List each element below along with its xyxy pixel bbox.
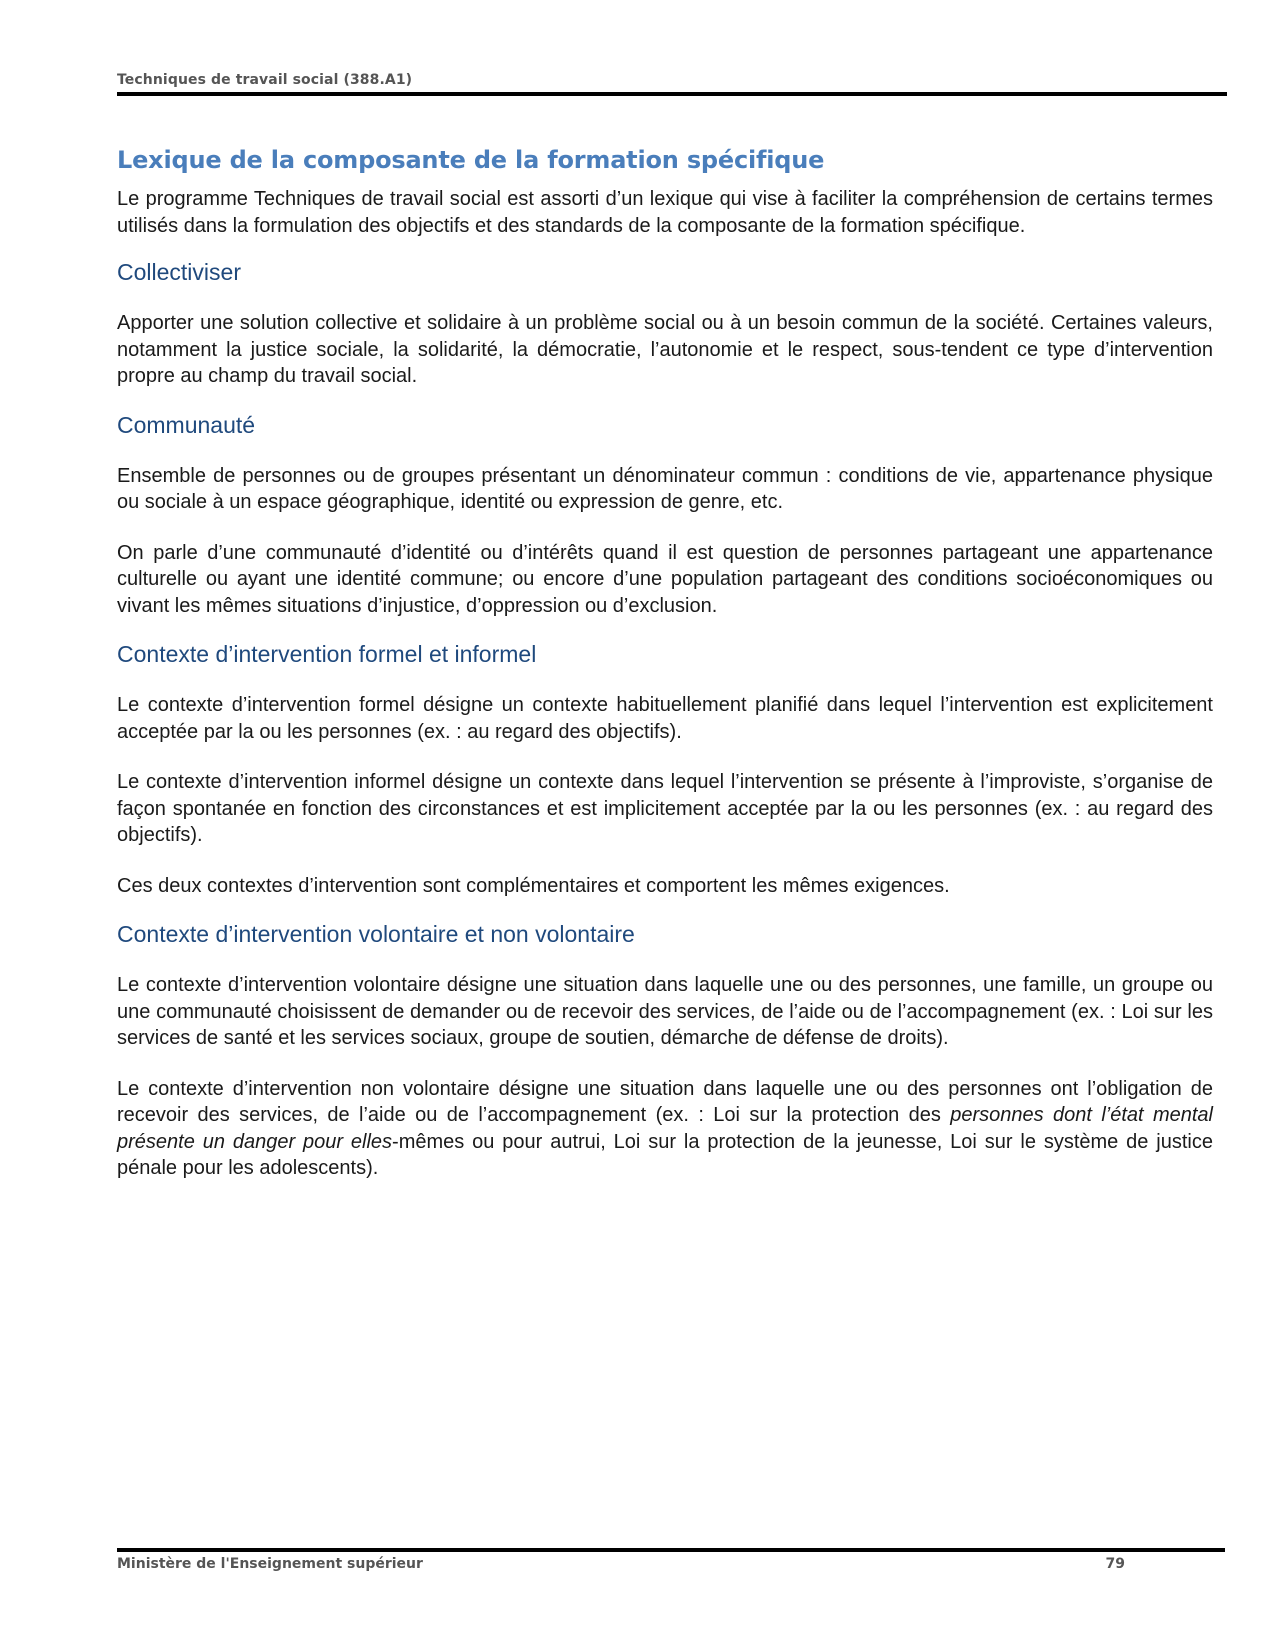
term-communaute: [117, 412, 1213, 620]
header-rule: [117, 92, 1227, 96]
term-paragraph: On parle d’une communauté d’identité ou d’intérêts quand il est question de personnes partageant une appartenance culturelle ou ayant une identité commune; ou encore d’une population partageant des conditions socioéconomiques ou vivant les mêmes situations d’injustice, d’oppression ou d’exclusion.: [117, 541, 1213, 617]
page-title: Lexique de la composante de la formation spécifique: [117, 146, 825, 174]
term-heading: Communauté: [117, 411, 256, 438]
page-content: [117, 146, 1213, 1182]
term-paragraph: Le contexte d’intervention volontaire désigne une situation dans laquelle une ou des personnes, une famille, un groupe ou une communauté choisissent de demander ou de recevoir des services, de l’aide ou de l’accompagnement (ex. : Loi sur les services de santé et les services sociaux, groupe de soutien, démarche de défense de droits).: [117, 974, 1213, 1049]
footer-rule: [117, 1548, 1225, 1552]
ministry-name: Ministère de l'Enseignement supérieur: [117, 1556, 423, 1572]
law-title-italic: personnes dont l’état mental présente un danger pour elles: [117, 1104, 1213, 1153]
term-paragraph: Le contexte d’intervention formel désigne un contexte habituellement planifié dans lequel l’intervention est explicitement acceptée par la ou les personnes (ex. : au regard des objectifs).: [117, 694, 1213, 743]
paragraph-text: -mêmes ou pour autrui, Loi sur la protection de la jeunesse, Loi sur le système de justice pénale pour les adolescents).: [117, 1130, 1213, 1179]
term-paragraph: Apporter une solution collective et solidaire à un problème social ou à un besoin commun de la société. Certaines valeurs, notamment la justice sociale, la solidarité, la démocratie, l’autonomie et le respect, sous-tendent ce type d’intervention propre au champ du travail social.: [117, 312, 1213, 387]
term-paragraph: Ces deux contextes d’intervention sont complémentaires et comportent les mêmes exigences.: [117, 874, 950, 897]
paragraph-text: Le contexte d’intervention non volontaire désigne une situation dans laquelle une ou des personnes ont l’obligation de recevoir des services, de l’aide ou de l’accompagnement (ex. : Loi sur la protection des: [117, 1077, 1213, 1126]
term-paragraph: Ensemble de personnes ou de groupes présentant un dénominateur commun : conditions de vie, appartenance physique ou sociale à un espace géographique, identité ou expression de genre, etc.: [117, 464, 1213, 513]
page-number: 79: [1105, 1556, 1125, 1572]
term-contexte-formel-informel: [117, 641, 1213, 899]
footer-row: [117, 1556, 1225, 1572]
intro-paragraph: Le programme Techniques de travail social est assorti d’un lexique qui vise à faciliter la compréhension de certains termes utilisés dans la formulation des objectifs et des standards de la composante de la formation spécifique.: [117, 188, 1213, 237]
term-heading: Collectiviser: [117, 259, 241, 285]
page-footer: [117, 1548, 1225, 1572]
program-header: Techniques de travail social (388.A1): [117, 72, 413, 88]
page-header: [117, 72, 1227, 96]
term-paragraph: [117, 1076, 1213, 1182]
term-heading: Contexte d’intervention formel et informel: [117, 641, 537, 667]
term-contexte-volontaire: [117, 921, 1213, 1182]
term-collectiviser: [117, 259, 1213, 390]
term-paragraph: Le contexte d’intervention informel désigne un contexte dans lequel l’intervention se présente à l’improviste, s’organise de façon spontanée en fonction des circonstances et est implicitement acceptée par la ou les personnes (ex. : au regard des objectifs).: [117, 771, 1213, 846]
term-heading: Contexte d’intervention volontaire et non volontaire: [117, 921, 635, 947]
